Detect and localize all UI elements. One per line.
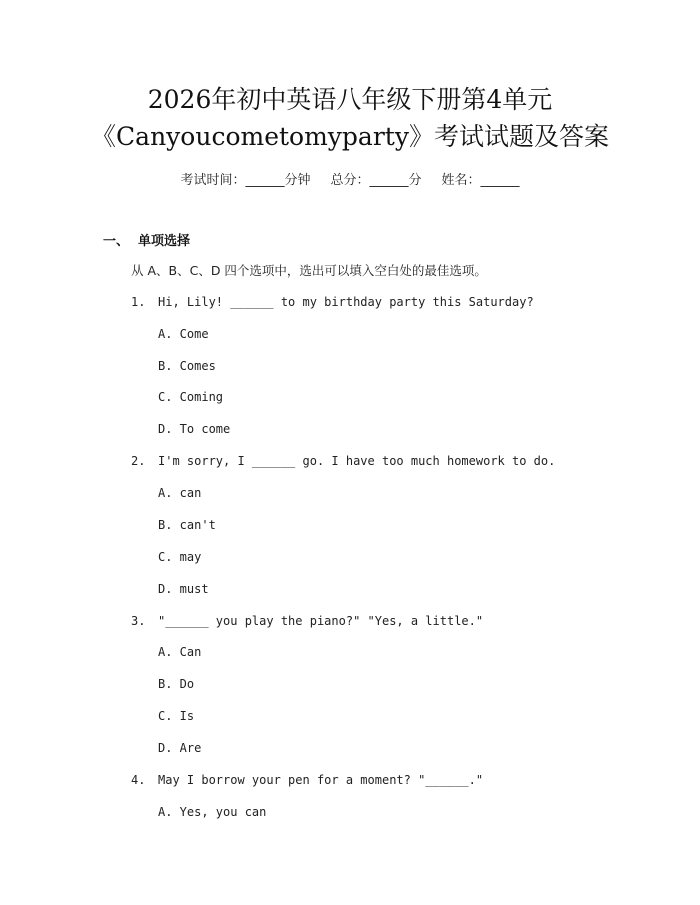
answer-option: A. can <box>158 486 202 500</box>
question-number: 1. <box>131 295 146 309</box>
answer-option: A. Come <box>158 327 209 341</box>
answer-option: C. may <box>158 550 202 564</box>
section-instruction: 从 A、B、C、D 四个选项中，选出可以填入空白处的最佳选项。 <box>131 263 487 278</box>
answer-option: A. Yes, you can <box>158 805 267 819</box>
section-heading <box>103 230 190 249</box>
answer-option: D. Are <box>158 741 202 755</box>
answer-option: C. Coming <box>158 390 224 404</box>
question-number: 3. <box>131 614 146 628</box>
question-text: I'm sorry, I ______ go. I have too much homework to do. <box>158 454 556 468</box>
answer-option: A. Can <box>158 645 202 659</box>
question-text: May I borrow your pen for a moment? "______." <box>158 773 484 787</box>
question-number: 2. <box>131 454 146 468</box>
exam-time-field: 考试时间：______分钟 <box>180 173 311 188</box>
answer-option: D. To come <box>158 422 231 436</box>
answer-option: B. Comes <box>158 359 216 373</box>
exam-name-field: 姓名：______ <box>441 173 520 188</box>
section-title: 单项选择 <box>138 234 191 249</box>
question-text: Hi, Lily! ______ to my birthday party this Saturday? <box>158 295 534 309</box>
answer-option: D. must <box>158 582 209 596</box>
document-title-line-1: 2026年初中英语八年级下册第4单元 <box>147 85 553 114</box>
question-text: "______ you play the piano?" "Yes, a little." <box>158 614 484 628</box>
answer-option: B. can't <box>158 518 216 532</box>
section-number: 一、 <box>103 234 130 249</box>
answer-option: C. Is <box>158 709 195 723</box>
document-title-line-2: 《Canyoucometomyparty》考试试题及答案 <box>91 122 609 151</box>
exam-score-field: 总分：______分 <box>330 173 422 188</box>
answer-option: B. Do <box>158 677 195 691</box>
question-number: 4. <box>131 773 146 787</box>
exam-info-row <box>0 169 700 188</box>
